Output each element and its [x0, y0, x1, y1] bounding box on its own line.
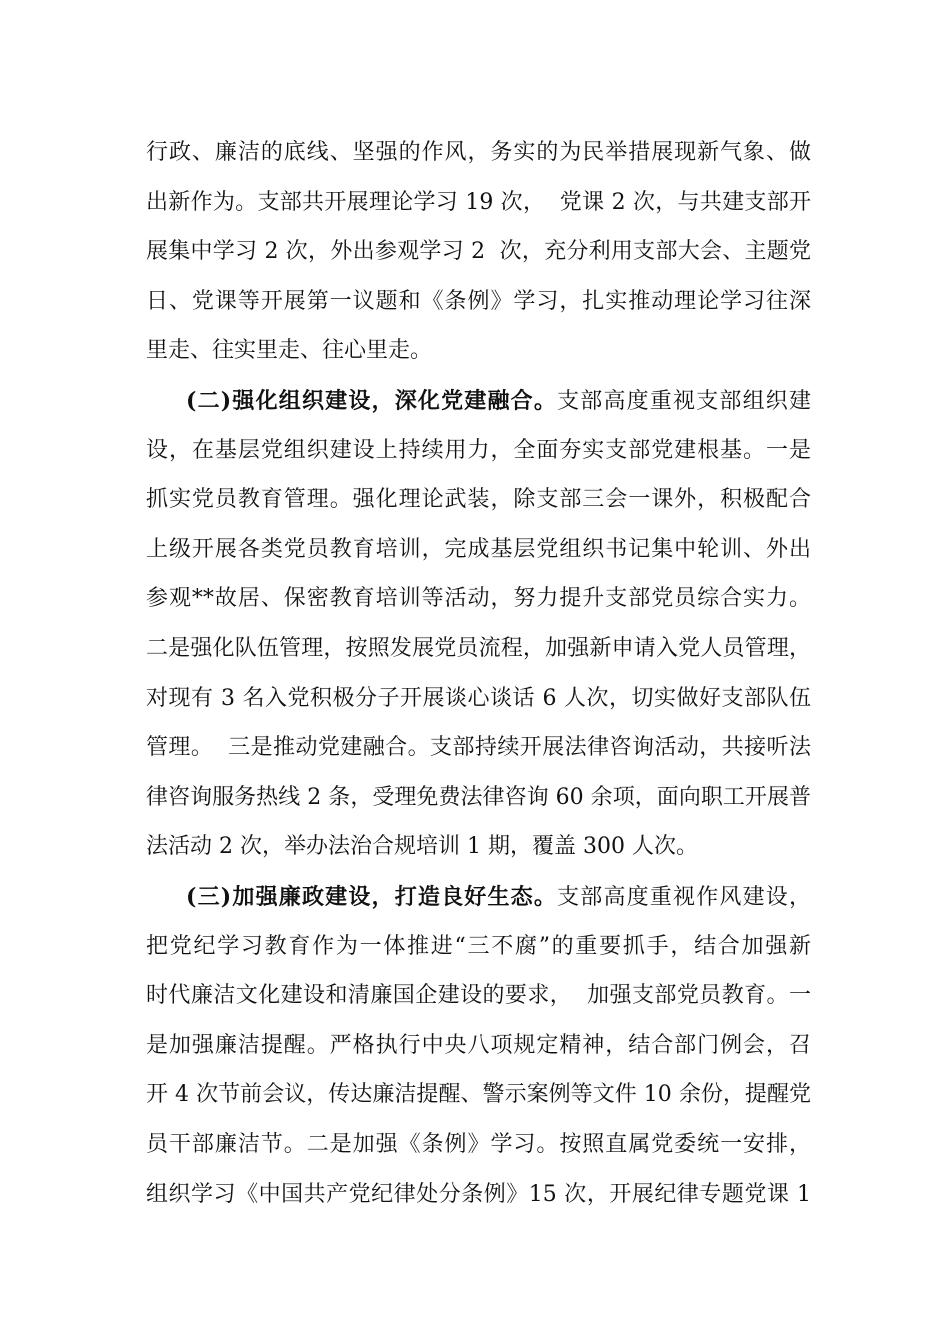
paragraph-1-line-1: 行政、廉洁的底线、坚强的作风，务实的为民举措展现新气象、做	[146, 140, 811, 165]
paragraph-3-line-7: 组织学习《中国共产党纪律处分条例》15 次，开展纪律专题党课 1	[146, 1182, 811, 1207]
paragraph-3-line-4: 是加强廉洁提醒。严格执行中央八项规定精神，结合部门例会，召	[146, 1033, 811, 1058]
paragraph-3-line-2: 把党纪学习教育作为一体推进“三不腐”的重要抓手，结合加强新	[146, 934, 811, 959]
paragraph-2-first-line	[186, 381, 811, 421]
paragraph-2-line-10: 法活动 2 次，举办法治合规培训 1 期，覆盖 300 人次。	[146, 834, 698, 859]
paragraph-1-line-5: 里走、往实里走、往心里走。	[146, 338, 433, 363]
paragraph-2-line-5: 参观**故居、保密教育培训等活动，努力提升支部党员综合实力。	[146, 586, 811, 611]
paragraph-3-first-line-text: 支部高度重视作风建设，	[557, 885, 811, 910]
paragraph-2-line-3: 抓实党员教育管理。强化理论武装，除支部三会一课外，积极配合	[146, 487, 811, 512]
paragraph-2-first-line-text: 支部高度重视支部组织建	[557, 389, 811, 414]
paragraph-3-line-6: 员干部廉洁节。二是加强《条例》学习。按照直属党委统一安排，	[146, 1132, 811, 1157]
paragraph-3-first-line	[186, 877, 811, 917]
paragraph-2-line-6: 二是强化队伍管理，按照发展党员流程，加强新申请入党人员管理，	[146, 636, 811, 661]
paragraph-2-line-7: 对现有 3 名入党积极分子开展谈心谈话 6 人次，切实做好支部队伍	[146, 686, 811, 711]
paragraph-2-line-4: 上级开展各类党员教育培训，完成基层党组织书记集中轮训、外出	[146, 537, 811, 562]
paragraph-1-line-3: 展集中学习 2 次，外出参观学习 2 次，充分利用支部大会、主题党	[146, 239, 811, 264]
paragraph-2-line-8: 管理。 三是推动党建融合。支部持续开展法律咨询活动，共接听法	[146, 735, 811, 760]
paragraph-1-line-2: 出新作为。支部共开展理论学习 19 次， 党课 2 次，与共建支部开	[146, 190, 811, 215]
paragraph-3-line-5: 开 4 次节前会议，传达廉洁提醒、警示案例等文件 10 余份，提醒党	[146, 1082, 811, 1107]
paragraph-3-line-3: 时代廉洁文化建设和清廉国企建设的要求， 加强支部党员教育。一	[146, 983, 811, 1008]
paragraph-2-line-2: 设，在基层党组织建设上持续用力，全面夯实支部党建根基。一是	[146, 438, 811, 463]
paragraph-1-line-4: 日、党课等开展第一议题和《条例》学习，扎实推动理论学习往深	[146, 289, 811, 314]
paragraph-2-line-9: 律咨询服务热线 2 条，受理免费法律咨询 60 余项，面向职工开展普	[146, 785, 811, 810]
section-heading-3: (三)加强廉政建设，打造良好生态。	[186, 884, 558, 910]
section-heading-2: (二)强化组织建设，深化党建融合。	[186, 388, 558, 414]
